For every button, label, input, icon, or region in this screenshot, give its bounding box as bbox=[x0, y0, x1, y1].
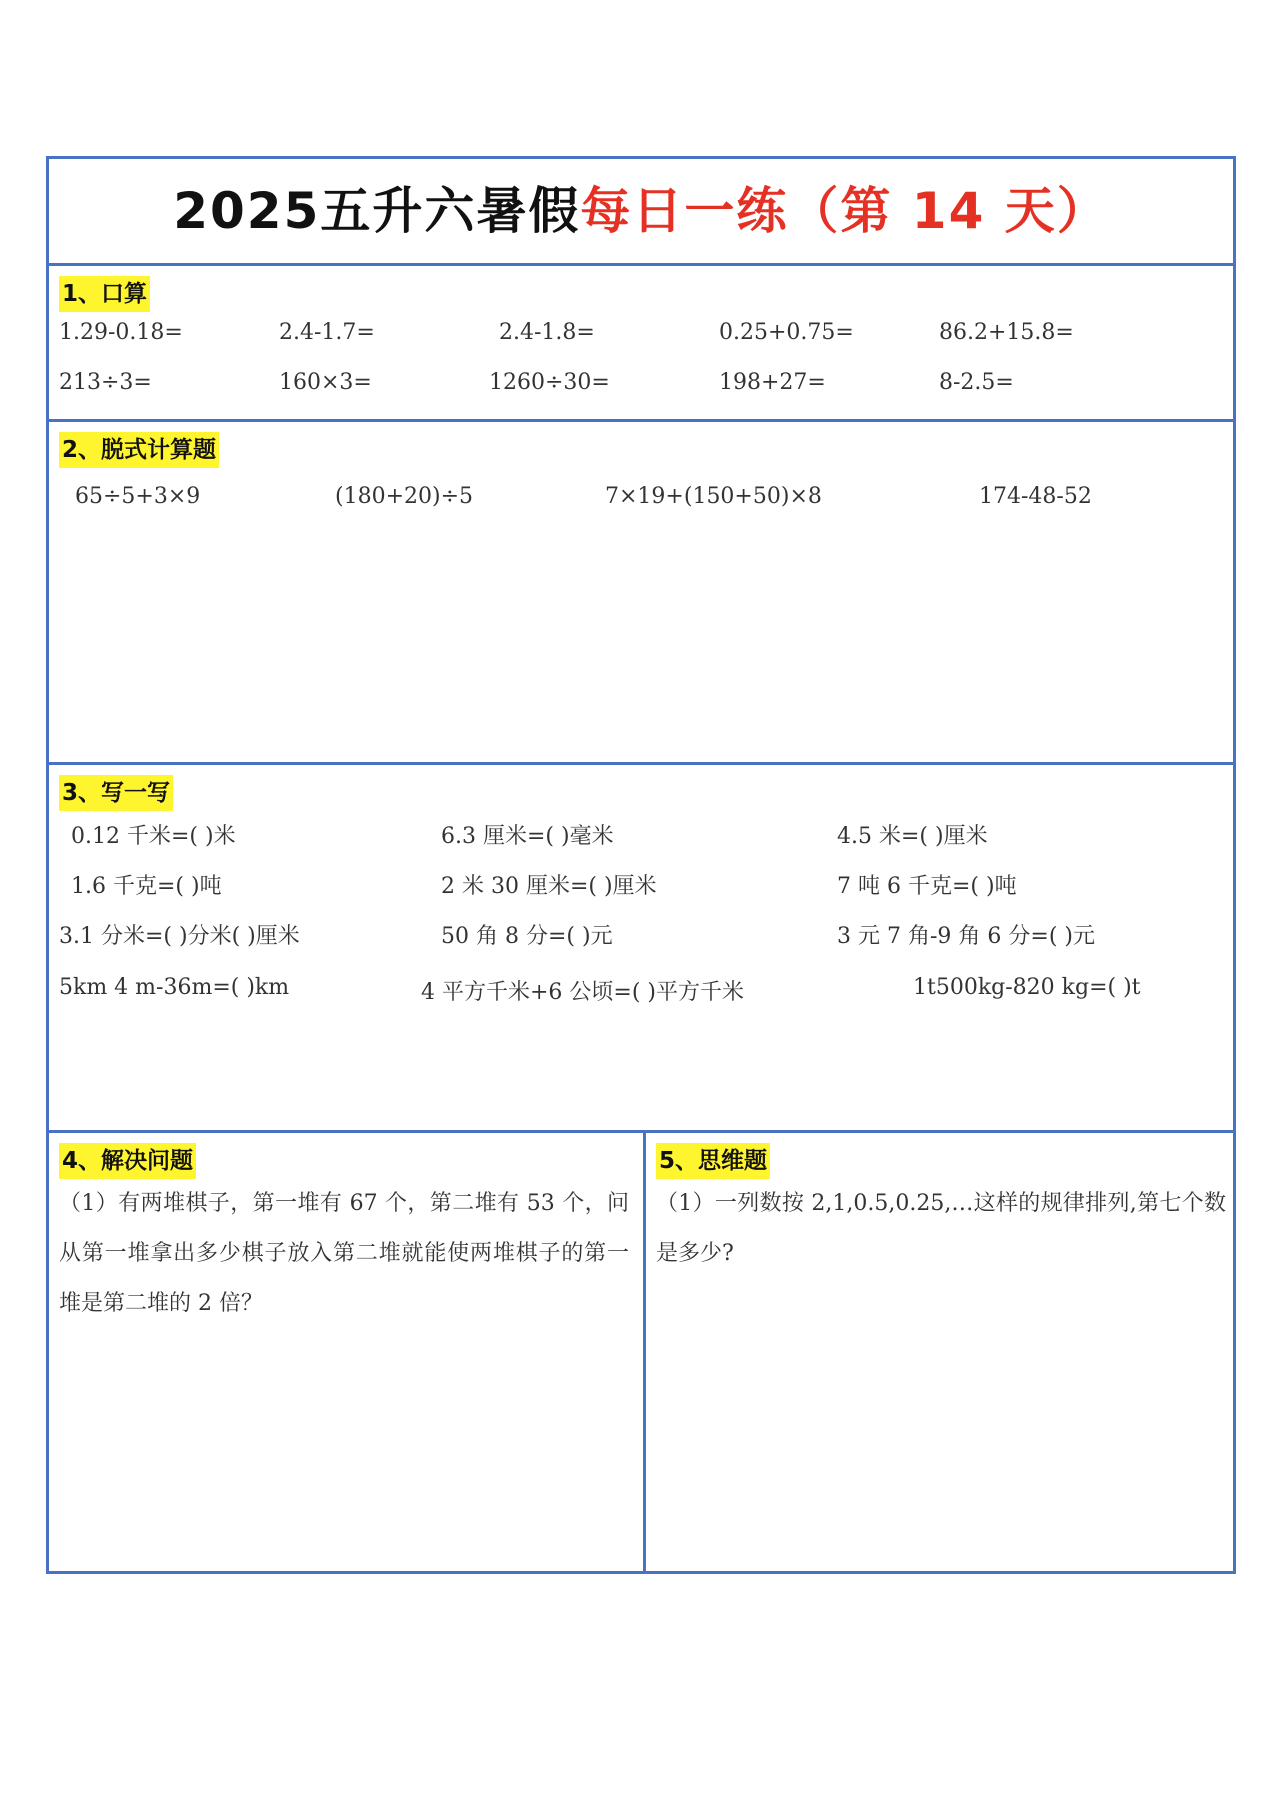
problem: 4.5 米=( )厘米 bbox=[837, 824, 988, 849]
problem: 0.25+0.75= bbox=[719, 320, 854, 345]
problem: 8-2.5= bbox=[939, 370, 1014, 395]
worksheet bbox=[46, 156, 1236, 1574]
problem: 5km 4 m-36m=( )km bbox=[59, 975, 290, 1000]
problem: 6.3 厘米=( )毫米 bbox=[441, 824, 614, 849]
problem: 50 角 8 分=( )元 bbox=[441, 924, 613, 949]
problem: 213÷3= bbox=[59, 370, 152, 395]
section-heading: 5、思维题 bbox=[656, 1143, 770, 1179]
problem: 1260÷30= bbox=[489, 370, 610, 395]
problem: 1.29-0.18= bbox=[59, 320, 183, 345]
problem: 3.1 分米=( )分米( )厘米 bbox=[59, 924, 300, 949]
problem-text: （1）有两堆棋子，第一堆有 67 个，第二堆有 53 个，问从第一堆拿出多少棋子放入第二堆就能使两堆棋子的第一堆是第二堆的 2 倍？ bbox=[59, 1191, 629, 1316]
section-mental-math bbox=[49, 266, 1233, 422]
section-heading: 4、解决问题 bbox=[59, 1143, 196, 1179]
problem: 0.12 千米=( )米 bbox=[71, 824, 236, 849]
problem: 174-48-52 bbox=[979, 484, 1092, 509]
problem: 160×3= bbox=[279, 370, 372, 395]
problem: 2.4-1.8= bbox=[499, 320, 595, 345]
problem: 7×19+(150+50)×8 bbox=[605, 484, 822, 509]
page-title bbox=[49, 159, 1233, 266]
title-highlight: 每日一练（第 14 天） bbox=[580, 182, 1109, 240]
section-heading: 1、口算 bbox=[59, 276, 150, 312]
problem: 1t500kg-820 kg=( )t bbox=[913, 975, 1141, 1000]
problem: 2.4-1.7= bbox=[279, 320, 375, 345]
section-unit-conversion bbox=[49, 765, 1233, 1133]
problem: 7 吨 6 千克=( )吨 bbox=[837, 874, 1017, 899]
section-heading: 3、写一写 bbox=[59, 775, 173, 811]
problem: 2 米 30 厘米=( )厘米 bbox=[441, 874, 657, 899]
section-word-problem bbox=[49, 1133, 643, 1571]
title-prefix: 2025五升六暑假 bbox=[173, 182, 581, 240]
problem: 1.6 千克=( )吨 bbox=[71, 874, 222, 899]
problem: 65÷5+3×9 bbox=[75, 484, 201, 509]
problem-text: （1）一列数按 2,1,0.5,0.25,…这样的规律排列,第七个数是多少? bbox=[656, 1191, 1226, 1266]
problem: 4 平方千米+6 公顷=( )平方千米 bbox=[421, 980, 745, 1005]
problem: 198+27= bbox=[719, 370, 826, 395]
problem: 3 元 7 角-9 角 6 分=( )元 bbox=[837, 924, 1095, 949]
section-thinking-problem bbox=[646, 1133, 1236, 1571]
problem: (180+20)÷5 bbox=[335, 484, 474, 509]
section-step-calculation bbox=[49, 422, 1233, 765]
problem: 86.2+15.8= bbox=[939, 320, 1074, 345]
section-heading: 2、脱式计算题 bbox=[59, 432, 219, 468]
